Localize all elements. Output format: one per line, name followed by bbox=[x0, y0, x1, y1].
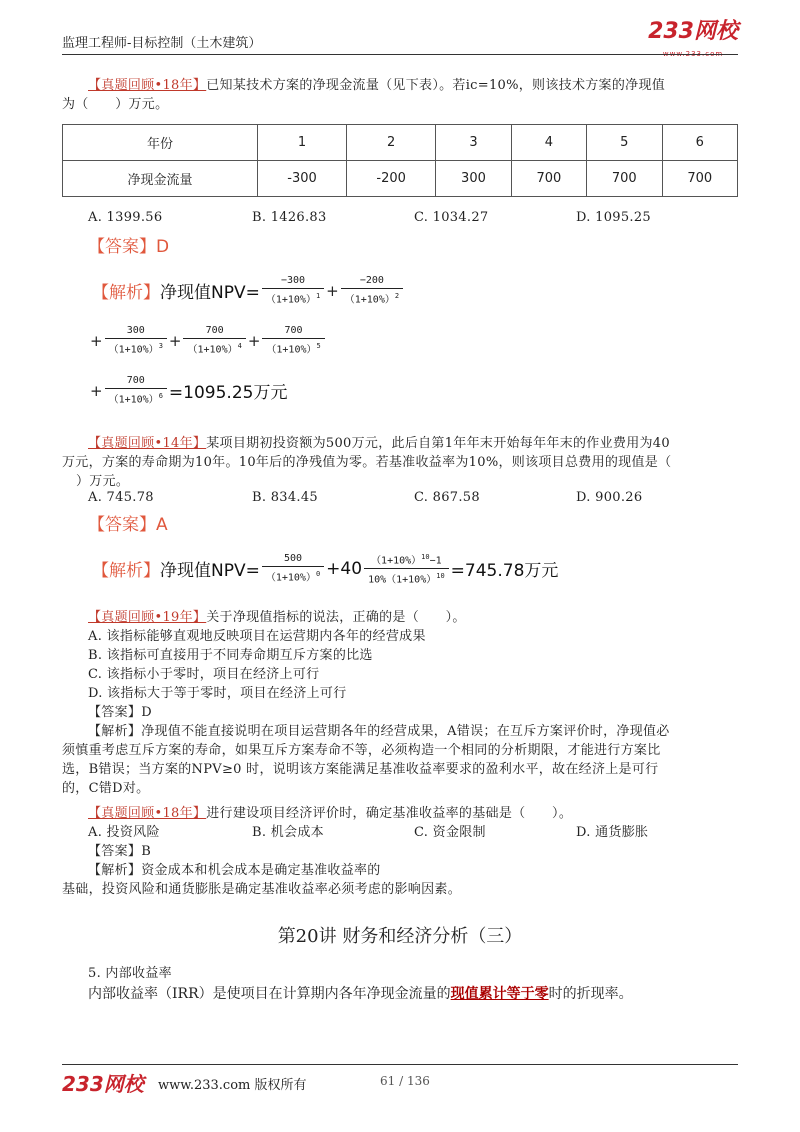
question-1-stem: 【真题回顾•18年】已知某技术方案的净现金流量（见下表）。若ic=10%，则该技术方案的净现值 为（ ）万元。 bbox=[62, 78, 666, 112]
table-row: 年份 1 2 3 4 5 6 bbox=[63, 125, 738, 161]
fraction: $\frac{700}{(1+10\%)^6}$ bbox=[105, 374, 167, 407]
fraction: $\frac{700}{(1+10\%)^5}$ bbox=[262, 324, 324, 357]
section-definition: 内部收益率（IRR）是使项目在计算期内各年净现金流量的现值累计等于零时的折现率。 bbox=[88, 986, 633, 1002]
question-2-answer: 【答案】A bbox=[88, 515, 168, 535]
cash-flow-table bbox=[62, 124, 738, 197]
header-divider bbox=[62, 54, 738, 55]
question-3: 【真题回顾•19年】关于净现值指标的说法，正确的是（ ）。 A. 该指标能够直观地反映项目在运营期内各年的经营成果 B. 该指标可直接用于不同寿命期互斥方案的比选 C. 该指标小于零时，项目在经济上可行 D. 该指标大于等于零时，项目在经济上可行 【答案】D 【解析】净现值不能直接说明在项目运营期各年的经营成果，A错误；在互斥方案评价时，净现值必 须慎重考虑互斥方案的寿命，如果互斥方案寿命不等，必须构造一个相同的分析期限，才能进行方案比 选，B错误；当方案的NPV≥0 时，说明该方案能满足基准收益率要求的盈利水平，故在经济上是可行 的，C错D对。 bbox=[62, 610, 670, 796]
fraction: $\frac{(1+10\%)^{10}-1}{10\%(1+10\%)^{10}}$ bbox=[364, 550, 449, 588]
question-1-formula-line1: 【解析】 净现值NPV= $\frac{-300}{(1+10\%)^1}$ + $\frac{-200}{(1+10\%)^2}$ bbox=[92, 274, 405, 307]
question-2-formula: 【解析】 净现值NPV= $\frac{500}{(1+10\%)^0}$ +40 $\frac{(1+10\%)^{10}-1}{10\%(1+10\%)^{10}}$ =745.78万元 bbox=[92, 550, 558, 588]
fraction: $\frac{700}{(1+10\%)^4}$ bbox=[183, 324, 245, 357]
fraction: $\frac{300}{(1+10\%)^3}$ bbox=[105, 324, 167, 357]
question-1-formula-line2: + $\frac{300}{(1+10\%)^3}$ + $\frac{700}{(1+10\%)^4}$ + $\frac{700}{(1+10\%)^5}$ bbox=[90, 324, 327, 357]
footer-logo: 233网校 bbox=[62, 1072, 144, 1096]
lecture-title: 第20讲 财务和经济分析（三） bbox=[277, 926, 523, 947]
section-heading: 5. 内部收益率 bbox=[88, 966, 172, 981]
page-number: 61 / 136 bbox=[380, 1074, 430, 1088]
table-row: 净现金流量 -300 -200 300 700 700 700 bbox=[63, 161, 738, 197]
document-header-title: 监理工程师-目标控制（土木建筑） bbox=[62, 36, 262, 51]
brand-logo: 233网校 www.233.com bbox=[648, 19, 738, 58]
question-4: 【真题回顾•18年】进行建设项目经济评价时，确定基准收益率的基础是（ ）。 bbox=[88, 806, 573, 821]
highlight-term: 现值累计等于零 bbox=[450, 986, 549, 1002]
fraction: $\frac{500}{(1+10\%)^0}$ bbox=[262, 552, 324, 585]
footer-copyright: www.233.com 版权所有 bbox=[158, 1078, 307, 1093]
question-2-stem: 【真题回顾•14年】某项目期初投资额为500万元，此后自第1年年末开始每年年末的作业费用为40 万元，方案的寿命期为10年。10年后的净残值为零。若基准收益率为10%，则该项目总费用的现值是（ ）万元。 bbox=[62, 436, 672, 489]
question-1-answer: 【答案】D bbox=[88, 237, 170, 257]
footer-divider bbox=[62, 1064, 738, 1065]
fraction: $\frac{-300}{(1+10\%)^1}$ bbox=[262, 274, 324, 307]
question-1-formula-line3: + $\frac{700}{(1+10\%)^6}$ =1095.25万元 bbox=[90, 375, 288, 406]
fraction: $\frac{-200}{(1+10\%)^2}$ bbox=[341, 274, 403, 307]
question-4-analysis: 【答案】B 【解析】资金成本和机会成本是确定基准收益率的 基础，投资风险和通货膨胀是确定基准收益率必须考虑的影响因素。 bbox=[62, 844, 462, 897]
